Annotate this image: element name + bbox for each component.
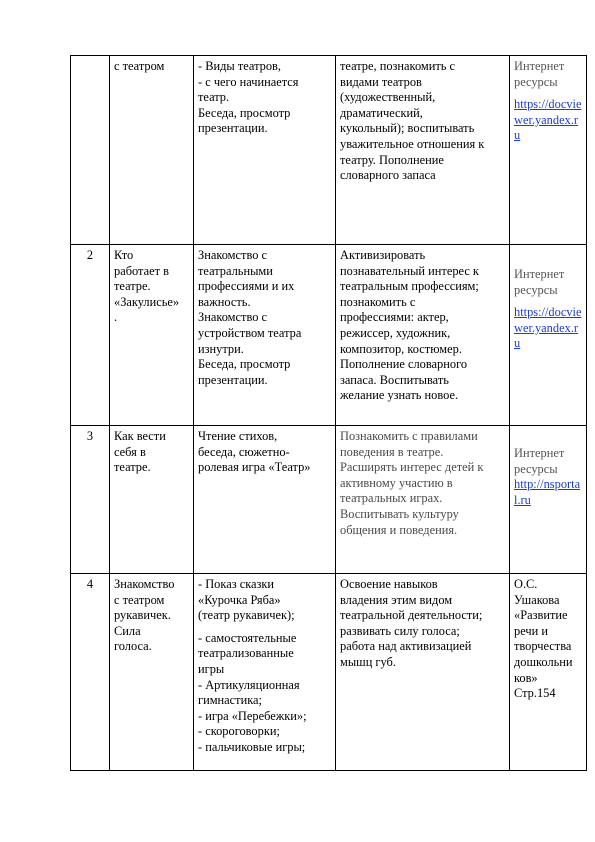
source-text: творчества [514, 639, 572, 654]
topic-line: работает в [114, 263, 169, 278]
goals-line: уважительное отношения к [340, 136, 485, 151]
source-text: О.С. [514, 577, 538, 591]
topic-cell [110, 426, 194, 574]
source-label: Интернет [514, 59, 565, 73]
goals-line: профессиями: актер, [340, 310, 449, 325]
goals-cell [336, 426, 510, 574]
table-row [71, 245, 587, 426]
row-number: 4 [71, 574, 110, 771]
goals-line: словарного запаса [340, 168, 436, 183]
source-text: дошкольни [514, 654, 573, 669]
goals-line: композитор, костюмер. [340, 341, 462, 356]
row-number [71, 56, 110, 245]
content-line: изнутри. [198, 341, 244, 356]
content-line: важность. [198, 294, 251, 309]
goals-line: работа над активизацией [340, 639, 472, 654]
content-line: презентации. [198, 372, 268, 387]
content-line: устройством театра [198, 325, 302, 340]
goals-line: режиссер, художник, [340, 325, 451, 340]
source-text: «Развитие [514, 608, 568, 623]
content-line: (театр рукавичек); [198, 608, 295, 623]
goals-line: мышц губ. [340, 654, 396, 669]
goals-line: поведения в театре. [340, 444, 444, 459]
content-cell [194, 426, 336, 574]
content-line: гимнастика; [198, 693, 263, 708]
goals-cell [336, 56, 510, 245]
goals-line: Познакомить с правилами [340, 429, 478, 443]
goals-line: театру. Пополнение [340, 152, 444, 167]
content-line: театральными [198, 263, 273, 278]
source-link[interactable]: http://nsportal.ru [514, 477, 581, 507]
topic-line: с театром [114, 592, 165, 607]
goals-line: театре, познакомить с [340, 59, 456, 73]
goals-line: запаса. Воспитывать [340, 372, 449, 387]
content-line: Чтение стихов, [198, 429, 278, 443]
goals-line: театральным профессиям; [340, 279, 479, 294]
content-line: беседа, сюжетно- [198, 444, 290, 459]
goals-line: Освоение навыков [340, 577, 438, 591]
source-text: речи и [514, 623, 548, 638]
goals-line: активному участию в [340, 475, 453, 490]
table-row [71, 426, 587, 574]
topic-cell [110, 56, 194, 245]
goals-line: театральной деятельности; [340, 608, 483, 623]
source-cell [510, 245, 587, 426]
goals-line: Воспитывать культуру [340, 506, 459, 521]
source-label: Интернет [514, 267, 565, 281]
content-cell [194, 574, 336, 771]
source-text: Ушакова [514, 592, 560, 607]
goals-line: театральных играх. [340, 491, 443, 506]
source-cell [510, 426, 587, 574]
topic-line: театре. [114, 279, 151, 294]
content-line: - игра «Перебежки»; [198, 708, 307, 723]
topic-line: рукавичек. [114, 608, 171, 623]
content-line: презентации. [198, 121, 268, 136]
content-line: Знакомство с [198, 310, 268, 325]
topic-line: с театром [114, 59, 165, 73]
content-line: - с чего начинается [198, 74, 299, 89]
topic-cell [110, 574, 194, 771]
content-line: Беседа, просмотр [198, 357, 291, 372]
goals-cell [336, 574, 510, 771]
goals-line: владения этим видом [340, 592, 453, 607]
source-link[interactable]: https://docviewer.yandex.ru [514, 305, 582, 351]
content-line: - Виды театров, [198, 59, 281, 73]
source-text: ков» [514, 670, 538, 685]
goals-line: видами театров [340, 74, 422, 89]
source-text: Стр.154 [514, 686, 556, 701]
content-line: театрализованные [198, 646, 294, 661]
content-line: - скороговорки; [198, 724, 280, 739]
goals-line: познакомить с [340, 294, 416, 309]
content-cell [194, 245, 336, 426]
topic-line: Знакомство [114, 577, 175, 591]
goals-line: (художественный, [340, 90, 436, 105]
goals-line: кукольный); воспитывать [340, 121, 475, 136]
topic-line: голоса. [114, 639, 152, 654]
content-line: ролевая игра «Театр» [198, 460, 311, 475]
content-line: профессиями и их [198, 279, 295, 294]
topic-line: театре. [114, 460, 151, 475]
goals-line: драматический, [340, 105, 423, 120]
source-label: Интернет [514, 446, 565, 460]
table-row [71, 56, 587, 245]
source-label: ресурсы [514, 282, 558, 297]
topic-line: Как вести [114, 429, 166, 443]
goals-line: Пополнение словарного [340, 357, 468, 372]
source-label: ресурсы [514, 74, 558, 89]
content-line: Беседа, просмотр [198, 105, 291, 120]
content-line: игры [198, 661, 225, 676]
source-cell [510, 574, 587, 771]
topic-line: «Закулисье» [114, 294, 180, 309]
row-number: 3 [71, 426, 110, 574]
goals-line: общения и поведения. [340, 522, 458, 537]
topic-line: себя в [114, 444, 146, 459]
goals-line: развивать силу голоса; [340, 623, 460, 638]
source-label: ресурсы [514, 461, 558, 476]
goals-line: Расширять интерес детей к [340, 460, 484, 475]
row-number: 2 [71, 245, 110, 426]
lesson-plan-table [70, 55, 587, 771]
topic-line: Сила [114, 623, 141, 638]
content-line: - самостоятельные [198, 630, 297, 645]
content-line: театр. [198, 90, 230, 105]
goals-line: Активизировать [340, 248, 426, 262]
topic-cell [110, 245, 194, 426]
source-link[interactable]: https://docviewer.yandex.ru [514, 97, 582, 143]
content-line: - пальчиковые игры; [198, 739, 306, 754]
content-line: Знакомство с [198, 248, 268, 262]
goals-line: желание узнать новое. [340, 388, 459, 403]
content-line: - Артикуляционная [198, 677, 300, 692]
goals-line: познавательный интерес к [340, 263, 479, 278]
source-cell [510, 56, 587, 245]
topic-line: Кто [114, 248, 134, 262]
content-line: «Курочка Ряба» [198, 592, 281, 607]
content-line: - Показ сказки [198, 577, 275, 591]
table-row [71, 574, 587, 771]
goals-cell [336, 245, 510, 426]
content-cell [194, 56, 336, 245]
topic-line: . [114, 310, 118, 325]
